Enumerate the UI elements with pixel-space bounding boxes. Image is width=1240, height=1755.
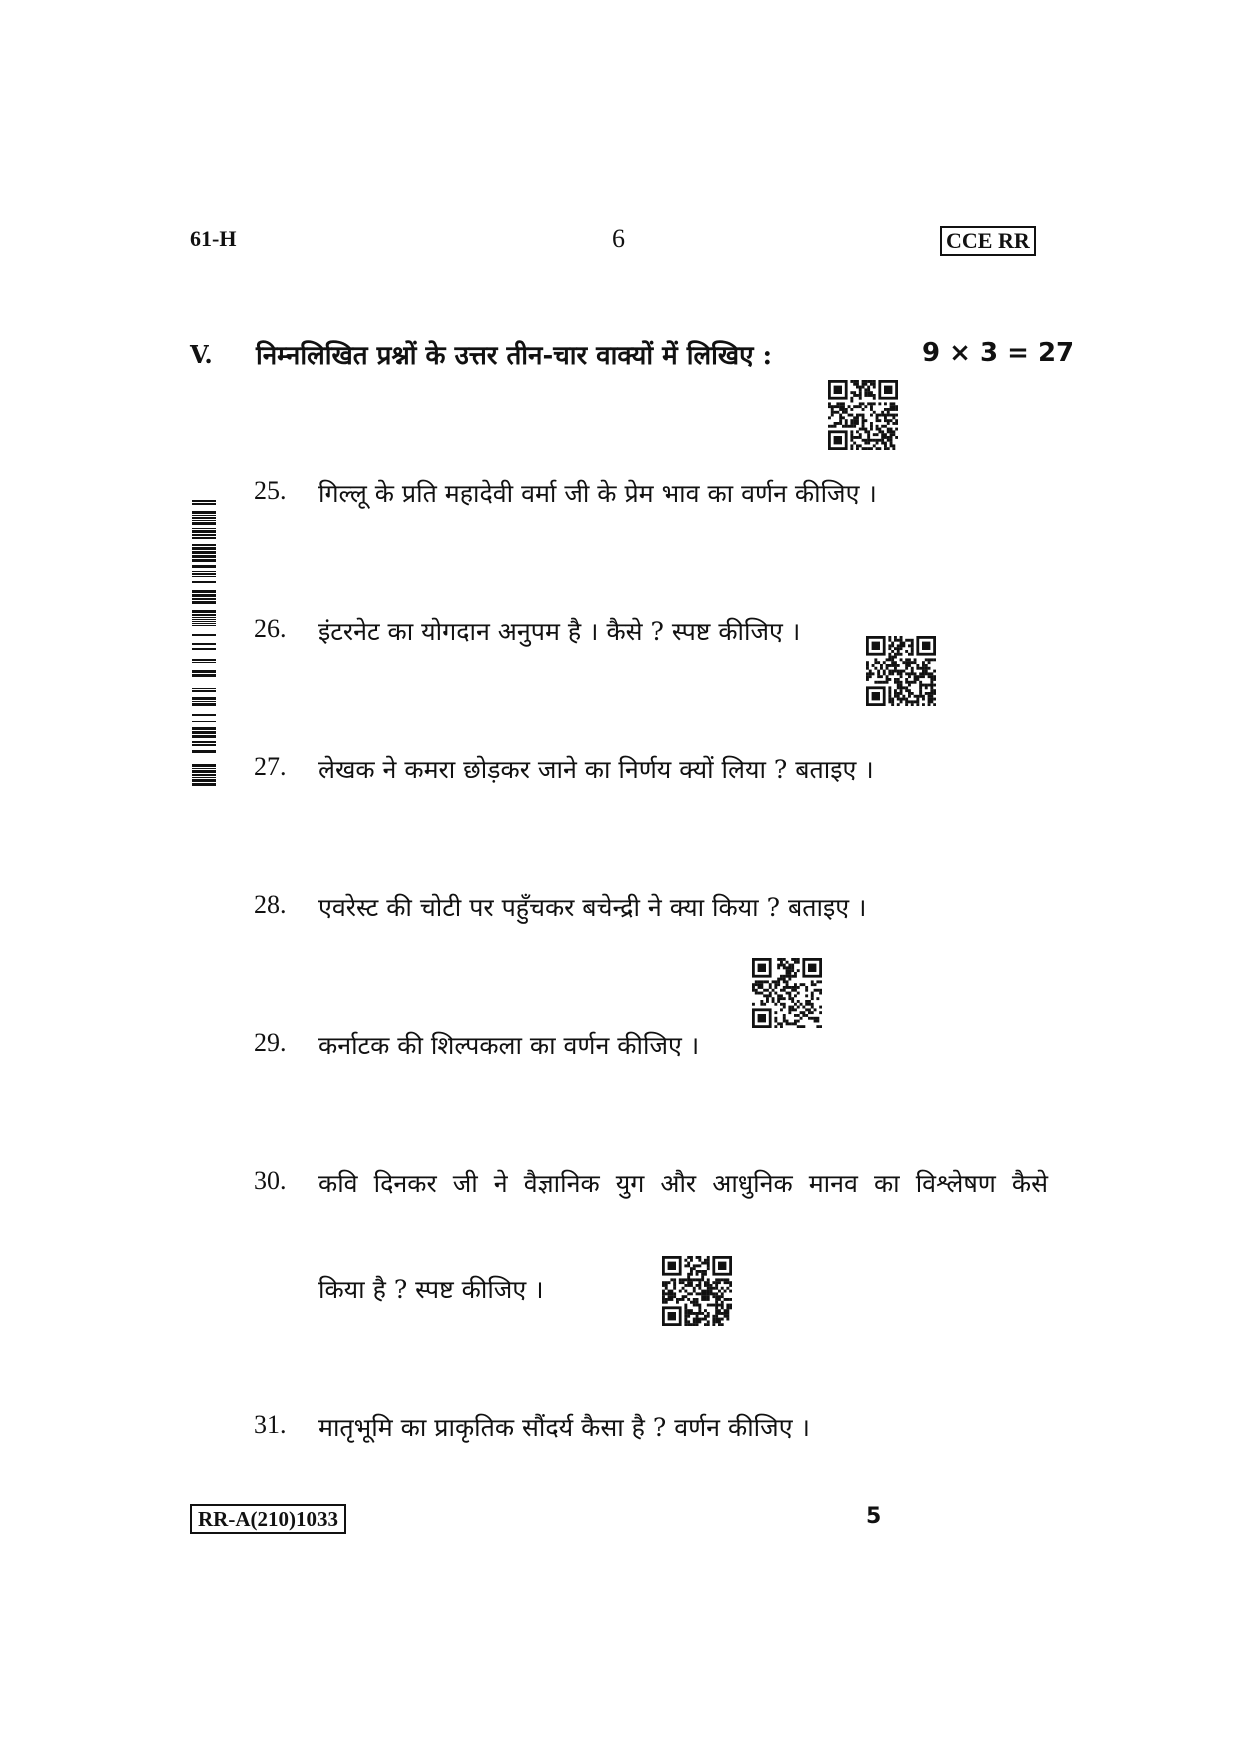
qr-code-icon	[866, 636, 936, 706]
question-number: 31.	[254, 1410, 287, 1439]
question-number: 25.	[254, 476, 287, 505]
question-number: 27.	[254, 752, 287, 781]
paper-code: 61-H	[190, 226, 237, 251]
question-text: इंटरनेट का योगदान अनुपम है । कैसे ? स्पष्ट कीजिए ।	[318, 617, 801, 646]
question-text: लेखक ने कमरा छोड़कर जाने का निर्णय क्यों लिया ? बताइए ।	[318, 755, 874, 784]
section-marks: 9 × 3 = 27	[922, 338, 1075, 368]
question-number: 28.	[254, 890, 287, 919]
question-number: 30.	[254, 1166, 287, 1195]
question-text-continued: किया है ? स्पष्ट कीजिए ।	[318, 1275, 544, 1304]
page-number: 6	[612, 224, 625, 253]
question-text: एवरेस्ट की चोटी पर पहुँचकर बचेन्द्री ने क्या किया ? बताइए ।	[318, 893, 867, 922]
question-text: कवि दिनकर जी ने वैज्ञानिक युग और आधुनिक मानव का विश्लेषण कैसे	[318, 1169, 1048, 1198]
question-text: कर्नाटक की शिल्पकला का वर्णन कीजिए ।	[318, 1031, 700, 1060]
series-badge: CCE RR	[940, 226, 1036, 256]
barcode-icon	[192, 500, 216, 786]
qr-code-icon	[828, 380, 898, 450]
qr-code-icon	[752, 958, 822, 1028]
question-number: 29.	[254, 1028, 287, 1057]
footer-code: RR-A(210)1033	[190, 1504, 346, 1534]
qr-code-icon	[662, 1256, 732, 1326]
section-number: V.	[190, 340, 213, 369]
question-number: 26.	[254, 614, 287, 643]
section-instruction: निम्नलिखित प्रश्नों के उत्तर तीन-चार वाक्यों में लिखिए :	[256, 341, 773, 371]
question-text: गिल्लू के प्रति महादेवी वर्मा जी के प्रेम भाव का वर्णन कीजिए ।	[318, 479, 877, 508]
question-text: मातृभूमि का प्राकृतिक सौंदर्य कैसा है ? वर्णन कीजिए ।	[318, 1413, 810, 1442]
footer-page-number: 5	[866, 1504, 882, 1529]
